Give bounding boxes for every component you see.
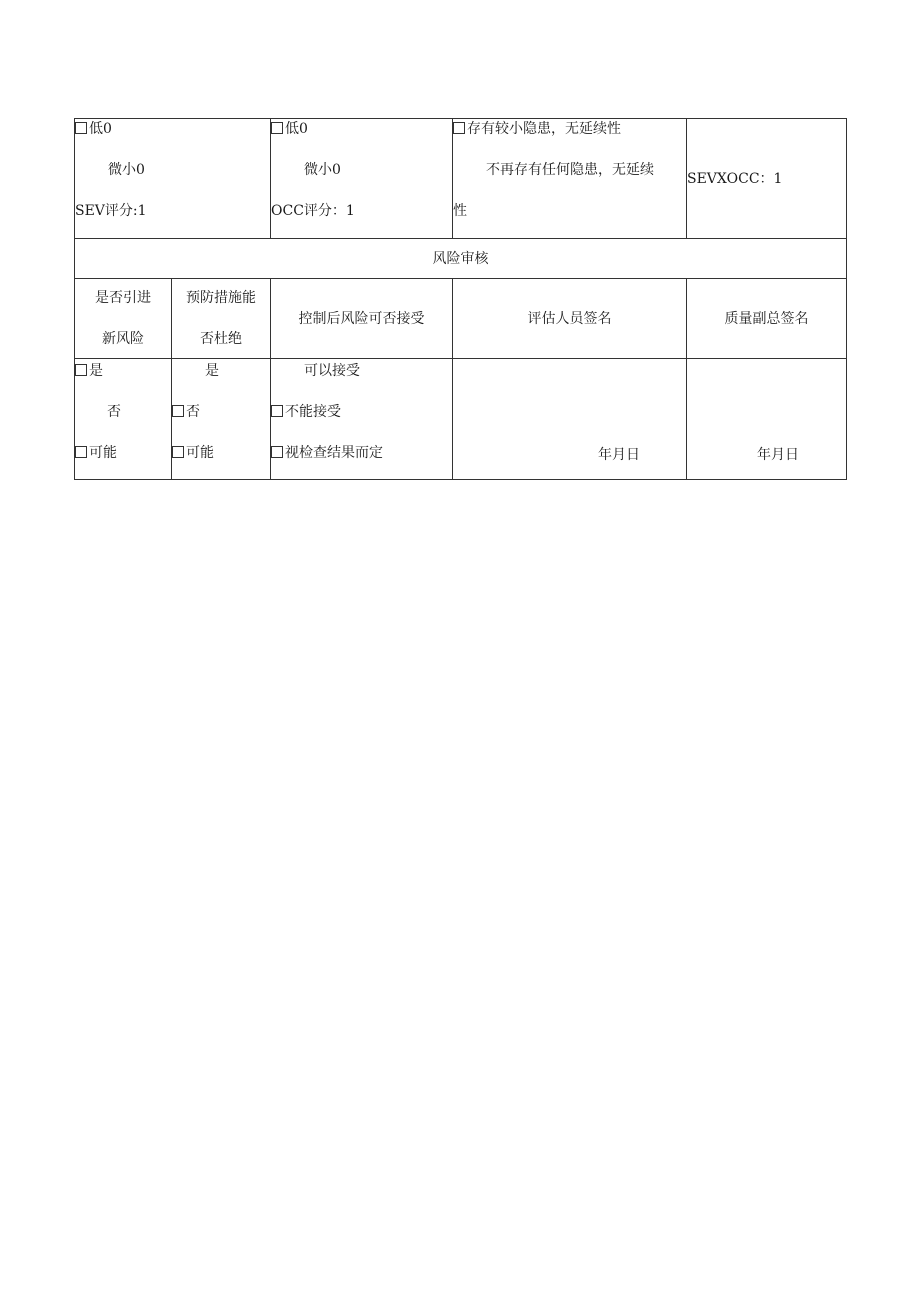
new-risk-header-line1: 是否引进 — [95, 290, 151, 306]
checkbox-icon[interactable] — [172, 446, 184, 458]
review-title-row — [75, 239, 847, 279]
header-row — [75, 279, 847, 359]
checkbox-icon[interactable] — [271, 122, 283, 134]
acceptable-answers — [271, 359, 453, 480]
checkbox-icon[interactable] — [75, 364, 87, 376]
occ-low-label: 低0 — [285, 121, 308, 137]
sev-cell — [75, 119, 172, 239]
new-risk-yes-option[interactable] — [75, 361, 171, 381]
hazard-cell — [453, 119, 687, 239]
new-risk-no-label: 否 — [107, 404, 121, 420]
checkbox-icon[interactable] — [172, 405, 184, 417]
assessor-sign-cell[interactable] — [453, 359, 687, 480]
checkbox-icon[interactable] — [75, 446, 87, 458]
answer-row — [75, 359, 847, 480]
acceptable-header: 控制后风险可否接受 — [271, 279, 453, 359]
prevent-header — [172, 279, 271, 359]
sev-occ-product: SEVXOCC：1 — [687, 170, 783, 187]
sev-cell-spacer — [172, 119, 271, 239]
risk-assessment-table — [74, 118, 847, 480]
product-cell — [687, 119, 847, 239]
sev-low-option[interactable] — [75, 119, 172, 139]
new-risk-answers — [75, 359, 172, 480]
prevent-no-option[interactable] — [172, 402, 270, 422]
hazard-line1: 存有较小隐患，无延续性 — [467, 121, 621, 137]
hazard-option[interactable] — [453, 119, 686, 139]
sev-score: SEV评分:1 — [75, 203, 147, 219]
prevent-header-line2: 否杜绝 — [200, 331, 242, 347]
prevent-answers — [172, 359, 271, 480]
qa-sign-header: 质量副总签名 — [687, 279, 847, 359]
sev-low-label: 低0 — [89, 121, 112, 137]
new-risk-maybe-option[interactable] — [75, 443, 171, 463]
prevent-header-line1: 预防措施能 — [186, 290, 256, 306]
qa-sign-cell[interactable] — [687, 359, 847, 480]
checkbox-icon[interactable] — [75, 122, 87, 134]
hazard-line2: 不再存有任何隐患，无延续 — [486, 162, 654, 178]
assessor-date: 年月日 — [598, 447, 640, 463]
occ-cell — [271, 119, 453, 239]
new-risk-header — [75, 279, 172, 359]
acceptable-depends-label: 视检查结果而定 — [285, 445, 383, 461]
review-title: 风险审核 — [75, 239, 847, 279]
acceptable-depends-option[interactable] — [271, 443, 452, 463]
prevent-yes-label: 是 — [205, 363, 219, 379]
checkbox-icon[interactable] — [271, 446, 283, 458]
acceptable-yes-label: 可以接受 — [304, 363, 360, 379]
checkbox-icon[interactable] — [453, 122, 465, 134]
occ-score: OCC评分：1 — [271, 203, 355, 219]
acceptable-no-option[interactable] — [271, 402, 452, 422]
prevent-no-label: 否 — [186, 404, 200, 420]
assessor-sign-header: 评估人员签名 — [453, 279, 687, 359]
occ-low-option[interactable] — [271, 119, 452, 139]
prevent-maybe-label: 可能 — [186, 445, 214, 461]
new-risk-yes-label: 是 — [89, 363, 103, 379]
score-row — [75, 119, 847, 239]
occ-minor-label: 微小0 — [304, 162, 341, 178]
acceptable-no-label: 不能接受 — [285, 404, 341, 420]
new-risk-maybe-label: 可能 — [89, 445, 117, 461]
checkbox-icon[interactable] — [271, 405, 283, 417]
qa-date: 年月日 — [757, 447, 799, 463]
prevent-maybe-option[interactable] — [172, 443, 270, 463]
new-risk-header-line2: 新风险 — [102, 331, 144, 347]
hazard-line3: 性 — [453, 203, 467, 219]
sev-minor-label: 微小0 — [108, 162, 145, 178]
